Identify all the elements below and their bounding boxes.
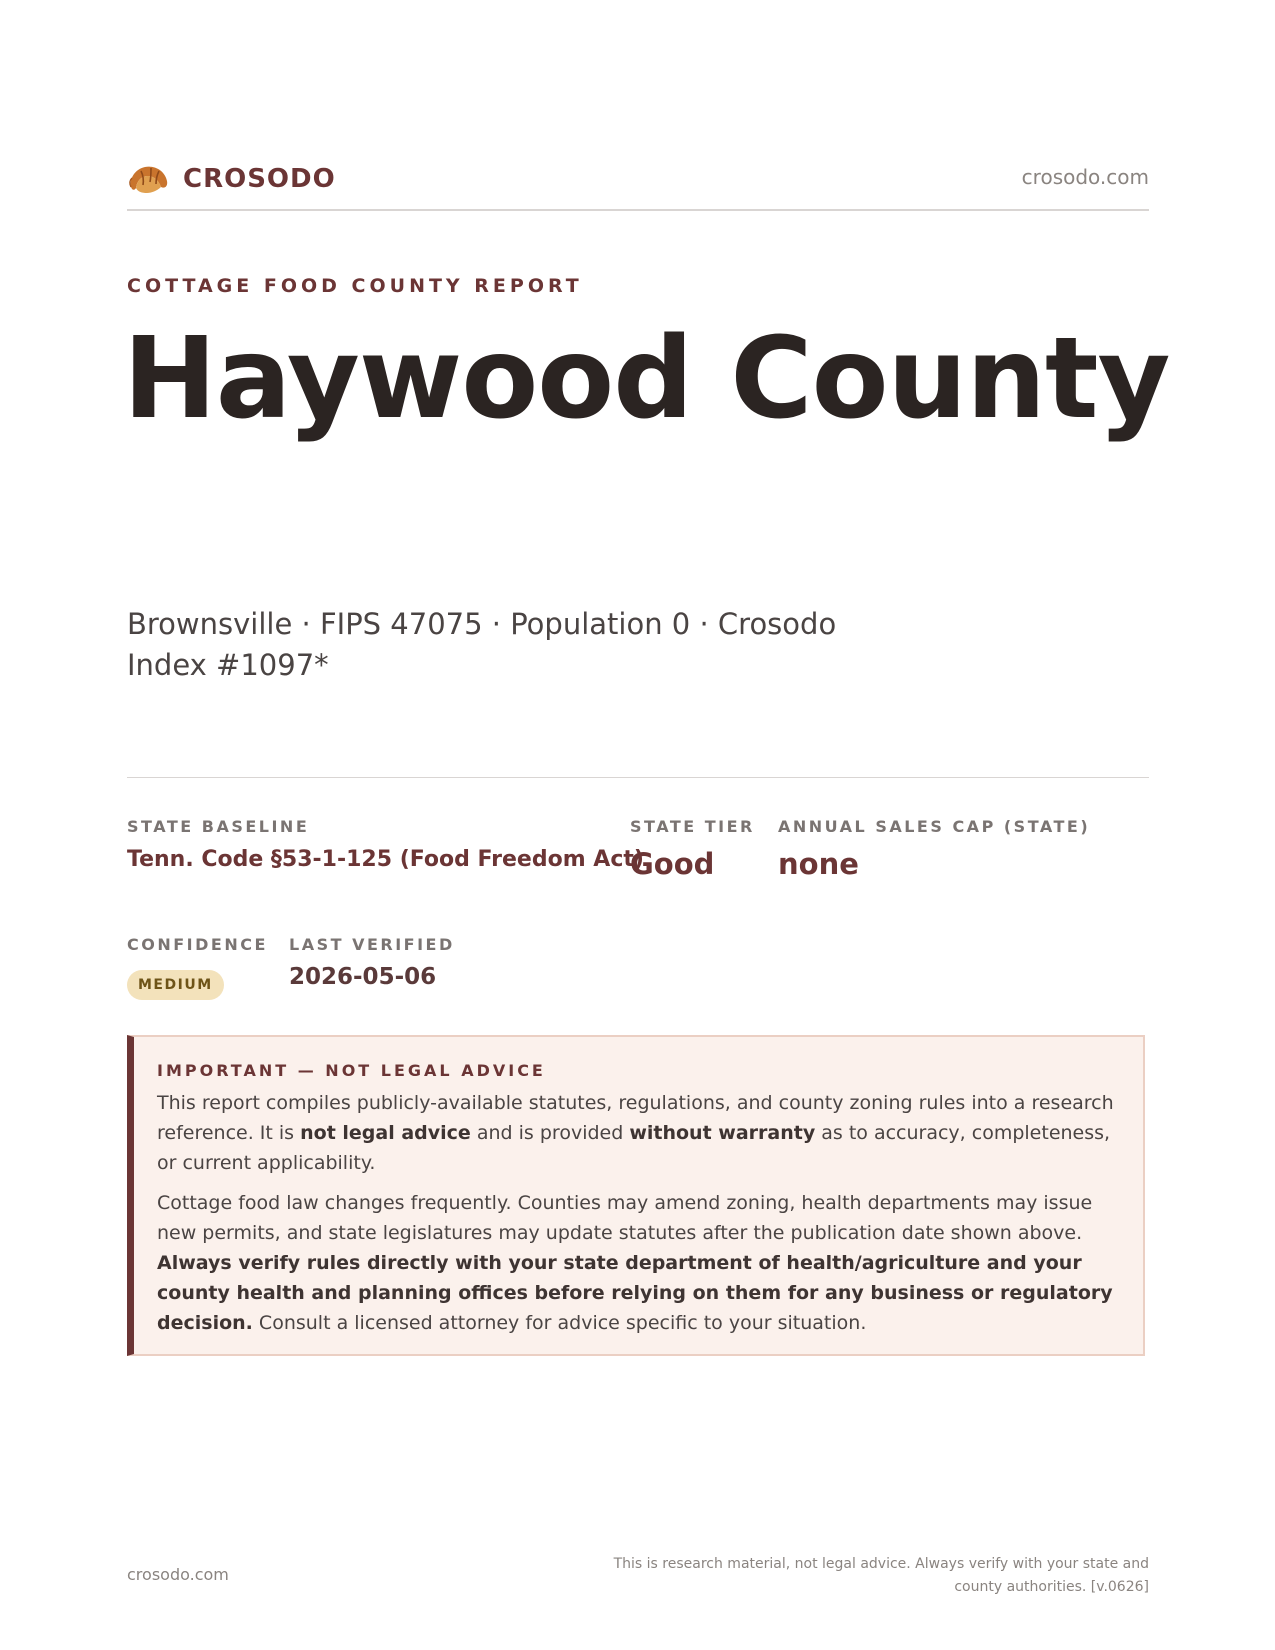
notice-emphasis: without warranty: [629, 1122, 816, 1144]
notice-emphasis: not legal advice: [300, 1122, 471, 1144]
notice-title: IMPORTANT — NOT LEGAL ADVICE: [157, 1061, 546, 1080]
notice-paragraph-1: [157, 1088, 1117, 1178]
sales-cap-label: ANNUAL SALES CAP (STATE): [778, 817, 1091, 836]
brand[interactable]: [127, 161, 336, 197]
report-subtitle: Brownsville · FIPS 47075 · Population 0 · Crosodo Index #1097*: [127, 607, 837, 682]
last-verified-label: LAST VERIFIED: [289, 935, 455, 954]
notice-text: and is provided: [470, 1122, 630, 1144]
section-divider: [127, 777, 1149, 778]
notice-text: Cottage food law changes frequently. Counties may amend zoning, health departments may issue new permits, and state legislatures may update statutes after the publication date shown above.: [157, 1192, 1093, 1244]
page-header: [127, 155, 1149, 211]
state-baseline-label: STATE BASELINE: [127, 817, 310, 836]
confidence-badge: MEDIUM: [127, 970, 224, 1000]
state-tier-value: Good: [630, 847, 715, 881]
notice-text: This report compiles publicly-available statutes, regulations, and county zoning rules into a research reference. It is: [157, 1092, 1114, 1144]
notice-paragraph-2: [157, 1188, 1117, 1338]
footer-disclaimer: This is research material, not legal advice. Always verify with your state and county authorities. [v.0626]: [613, 1556, 1149, 1595]
report-page: [123, 0, 1170, 1650]
notice-text: as to accuracy, completeness, or current applicability.: [157, 1122, 1111, 1174]
sales-cap-value: none: [778, 847, 859, 881]
legal-notice: [127, 1035, 1145, 1356]
last-verified-value: 2026-05-06: [289, 964, 437, 990]
footer-site-url[interactable]: crosodo.com: [127, 1565, 229, 1584]
report-eyebrow: COTTAGE FOOD COUNTY REPORT: [127, 275, 583, 297]
state-tier-label: STATE TIER: [630, 817, 755, 836]
croissant-icon: [127, 161, 171, 197]
page-title: Haywood County: [123, 314, 1170, 444]
notice-text: Consult a licensed attorney for advice specific to your situation.: [252, 1312, 867, 1334]
notice-emphasis: Always verify rules directly with your state department of health/agriculture and your county health and planning offices before relying on them for any business or regulatory decision.: [157, 1252, 1113, 1334]
confidence-label: CONFIDENCE: [127, 935, 268, 954]
site-url[interactable]: crosodo.com: [1021, 165, 1149, 189]
state-baseline-value: Tenn. Code §53-1-125 (Food Freedom Act): [127, 847, 644, 872]
brand-name: CROSODO: [183, 164, 336, 194]
notice-body: [157, 1088, 1117, 1348]
